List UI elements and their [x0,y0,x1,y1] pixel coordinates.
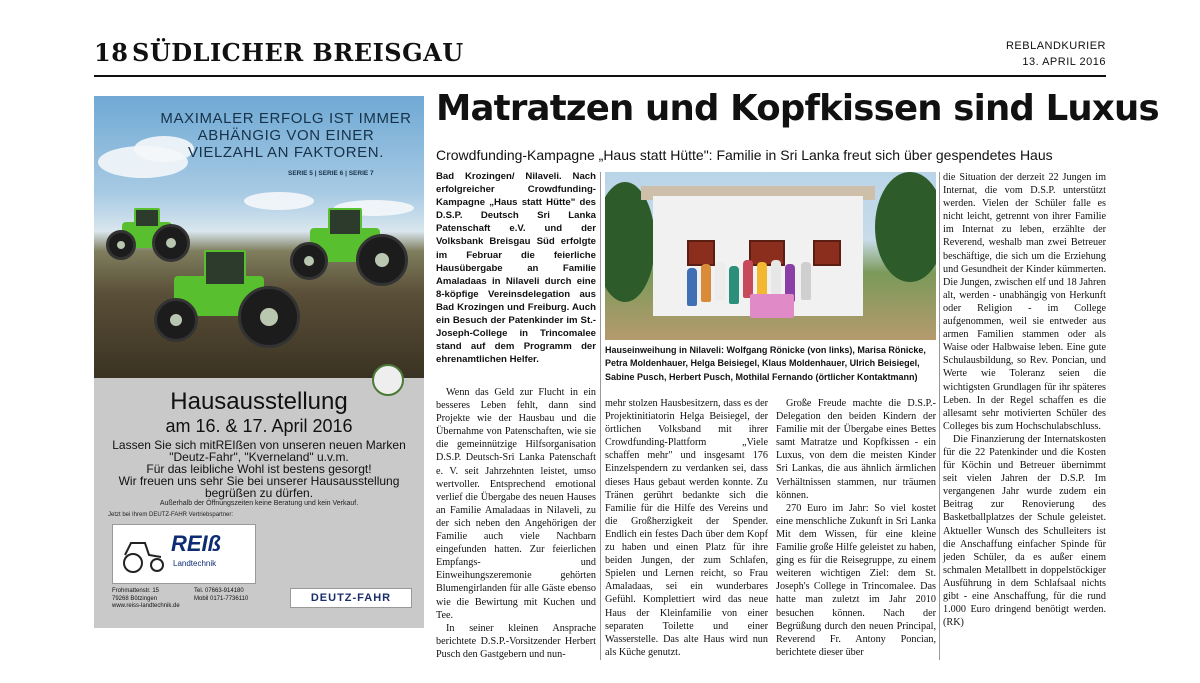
article-lead: Bad Krozingen/ Nilaveli. Nach erfolgreicher Crowdfunding-Kampagne „Haus statt Hütte" des D.S.P. Deutsch Sri Lanka Patenschaft e.V. und der Volksbank Breisgau Süd erfolgte im Februar die feierliche Hausübergabe an Familie Amaladaas in Nilaveli durch eine 8-köpfige Vereinsdelegation aus Bad Krozingen und Freiburg. Auch ein Besuch der Patenkinder im St.-Joseph-College in Trincomalee stand auf dem Programm der ehrenamtlichen Helfer. [436,171,596,366]
ad-dates: am 16. & 17. April 2016 [165,416,353,436]
person [729,266,739,304]
article-column-2 [605,397,768,659]
person [701,264,711,302]
person [771,260,781,298]
tractor-icon [119,535,167,575]
paragraph: die Situation der derzeit 22 Jungen im Internat, die vom D.S.P. unterstützt werden. Vielen der Schüler falle es nicht leicht, getrennt von ihrer Familie im Internat zu leben, erzählte der Reverend, weshalb man zwei Betreuer beschäftige, die sich um die Erziehung und Gesundheit der Kinder kümmerten. Die Jungen, zwischen elf und 18 Jahren alt, werden - unabhängig von Herkunft oder Religion - im College aufgenommen, weil sie entweder aus armen Familien stammen oder als Waise oder Halbwaise leben. Eine gute Schulausbildung, so Rev. Poncian, und Werte wie Toleranz seien die wichtigsten Grundlagen für ihr späteres Leben. In der Regel schaffen es die allesamt sehr motivierten Schüler des Colleges bis zum Hochschulabschluss. [943,172,1106,432]
article-photo [605,172,936,340]
column-divider [939,172,940,660]
ad-text-line: begrüßen zu dürfen. [204,486,314,500]
dealer-brand: REIß [171,531,222,556]
ad-text-line: Für das leibliche Wohl ist bestens gesorgt! [146,462,372,476]
tree-image [875,172,936,282]
ad-title: Hausausstellung [170,388,348,415]
house-window [687,240,715,266]
tree-image [605,182,655,302]
issue-date: 13. APRIL 2016 [1022,56,1106,68]
ad-tractor-photo [94,96,424,378]
dealer-logo [112,524,256,584]
photo-caption: Hauseinweihung in Nilaveli: Wolfgang Rönicke (von links), Marisa Rönicke, Petra Moldenhauer, Helga Beisiegel, Klaus Moldenhauer, Ulrich Beisiegel, Sabine Pusch, Herbert Pusch, Mothilal Fernando (örtlicher Kontaktmann) [605,345,926,382]
header-rule [94,75,1106,77]
person [715,262,725,300]
column-divider [600,172,601,660]
page-number: 18 [94,38,129,67]
ad-series-label: SERIE 5 | SERIE 6 | SERIE 7 [288,170,374,177]
ad-dealer-label: Jetzt bei Ihrem DEUTZ-FAHR Vertriebspartner: [108,512,234,518]
paragraph: Die Finanzierung der Internatskosten für die 22 Patenkinder und die Kosten für Köchin und Betreuer übernimmt seit vielen Jahren der D.S.P. Im vergangenen Jahr wurde zudem ein Beitrag zur Renovierung des Basketballplatzes der Schule geleistet. Aktueller Wunsch des Schulleiters ist die Anschaffung einfacher Spinde für jeden Schüler, da es außer einem schmalen Metallbett in doppelstöckiger Ausführung in dem Schlafsaal nichts gibt - eine Anschaffung, für die rund 1.000 Euro dringend benötigt werden. (RK) [943,433,1106,629]
person [801,262,811,300]
paragraph: In seiner kleinen Ansprache berichtete D.S.P.-Vorsitzender Herbert Pusch den Gastgebern und nun- [436,622,596,660]
table-with-cloth [750,294,794,318]
house-window [813,240,841,266]
ad-small-print: Außerhalb der Öffnungszeiten keine Beratung und kein Verkauf. [159,500,359,507]
dealer-subtitle: Landtechnik [173,559,217,568]
article-subhead: Crowdfunding-Kampagne „Haus statt Hütte": Familie in Sri Lanka freut sich über gespendetes Haus [436,147,1053,163]
publication-name: REBLANDKURIER [1005,40,1106,52]
dealer-phone: Tel. 07663-914180 Mobil 0171-7736110 [194,588,249,602]
paragraph: mehr stolzen Hausbesitzern, dass es der Projektinitiatorin Helga Beisiegel, der örtlichen Volksband mit ihrer Crowdfunding-Plattform „Viele schaffen mehr" und insgesamt 176 Einzelspendern zu verdanken sei, dass dieses Haus gebaut werden konnte. Zu Tränen gerührt bedankte sich die Familie für die Hilfe des Vereins und die Großherzigkeit der Spender. Endlich ein festes Dach über dem Kopf zu haben und einen Platz für ihre beiden Jungen, der zum Schlafen, Spielen und Lernen reicht, so Frau Amaladaas, sei ein wunderbares Gefühl. Komplettiert wird das neue Haus der Kleinfamilie von einer separaten Toilette und einer Wasserstelle. Das alte Haus wird nun als Küche genutzt. [605,398,768,658]
article-column-4 [943,171,1106,629]
paragraph: 270 Euro im Jahr: So viel kostet eine menschliche Zukunft in Sri Lanka Mit dem Wissen, für eine kleine Familie große Hilfe geleistet zu haben, ging es für die Reisegruppe, zu einem weiteren wichtigen Ziel: dem St. Joseph's College in Trincomalee. Das hatte man zuletzt im Jahr 2010 besuchen können. Nach der Begrüßung durch den neuen Principal, Reverend Fr. Antony Poncian, berichtete dieser über [776,502,936,658]
ad-slogan: MAXIMALER ERFOLG IST IMMER ABHÄNGIG VON EINER VIELZAHL AN FAKTOREN. [160,110,412,161]
section-title: SÜDLICHER BREISGAU [132,38,464,67]
article-column-3 [776,397,936,659]
person [687,268,697,306]
dealer-address: Frohmattenstr. 15 79268 Bötzingen www.reiss-landtechnik.de [112,588,180,609]
article-column-1 [436,386,596,661]
advertisement [94,96,424,628]
ad-text-line: "Deutz-Fahr", "Kverneland" u.v.m. [169,450,349,464]
ad-text-line: Lassen Sie sich mitREIßen von unseren neuen Marken [112,438,406,452]
paragraph: Große Freude machte die D.S.P.-Delegation den beiden Kindern der Familie mit der Übergabe eines Bettes samt Matratze und Kopfkissen - ein Luxus, von dem die meisten Kinder Sri Lankas, die aus ähnlich ärmlichen Verhältnissen stammen, nur träumen können. [776,398,936,501]
person [743,260,753,298]
ad-text-line: Wir freuen uns sehr Sie bei unserer Hausausstellung [118,474,400,488]
paragraph: Wenn das Geld zur Flucht in ein besseres Leben fehlt, dann sind Projekte wie der Hausbau und die Übernahme von Patenschaften, wie sie die gemeinnützige Hilfsorganisation D.S.P. Deutsch-Sri Lanka Patenschaft e. V. seit Jahrzehnten leistet, umso wertvoller. Entsprechend emotional verlief die Übergabe des neuen Hauses an Familie Amaladaas in Nilaveli, zu der sich neben den Angehörigen der Familie auch viele Nachbarn eingefunden hatten. Zur feierlichen Empfangs- und Einweihungszeremonie gehörten Blumengirlanden für alle Gäste ebenso wie die Bewirtung mit Kuchen und Tee. [436,387,596,621]
article-headline: Matratzen und Kopfkissen sind Luxus [436,88,1159,129]
deutz-fahr-logo: DEUTZ-FAHR [290,588,412,608]
